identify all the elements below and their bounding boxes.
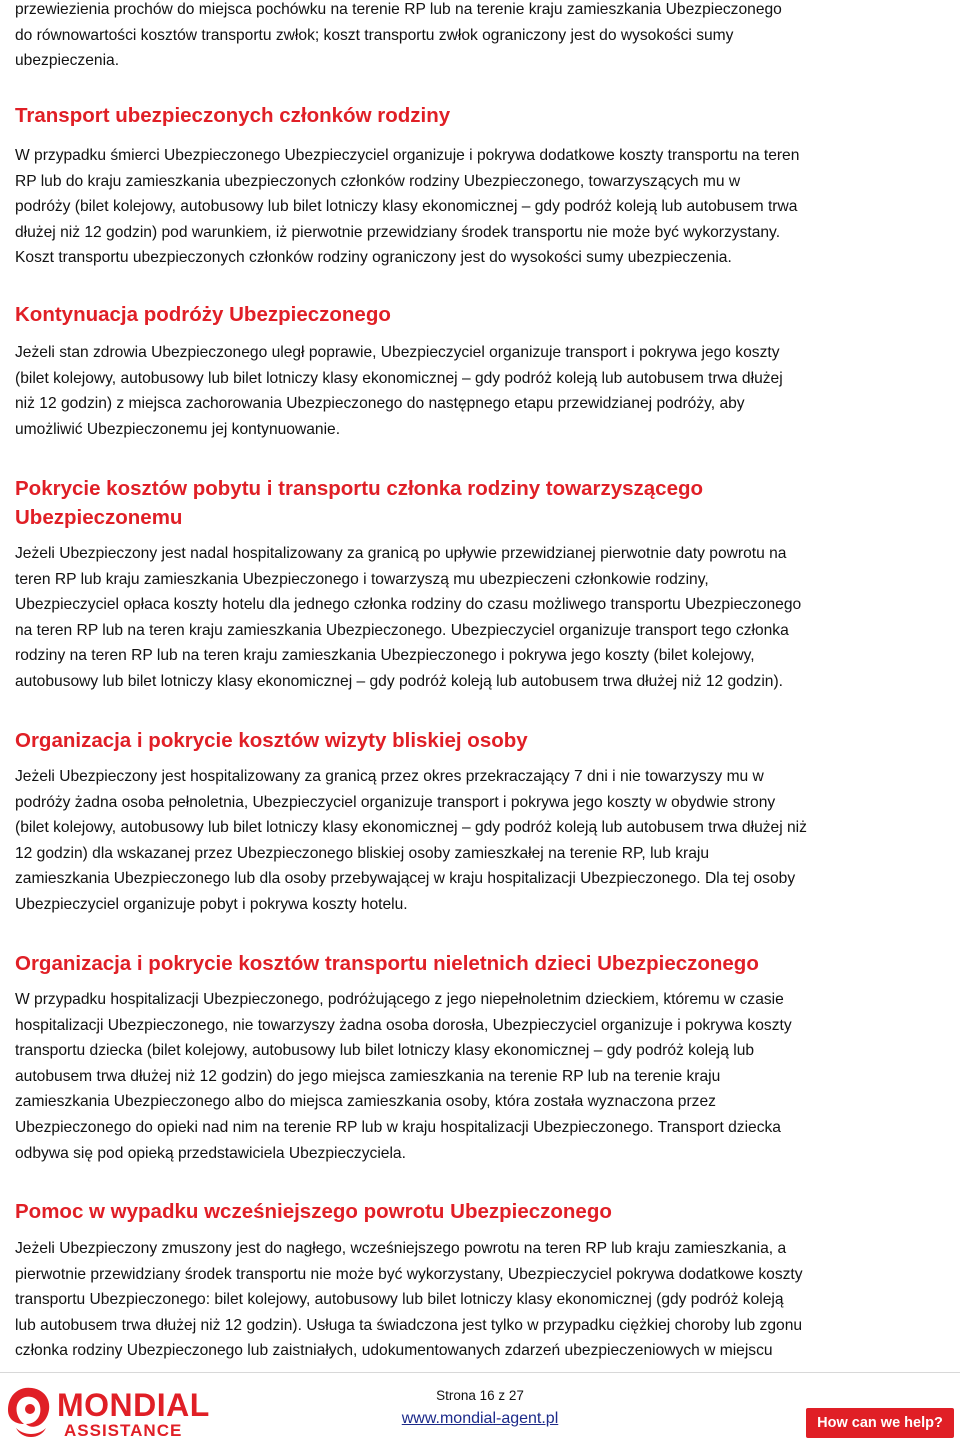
section-body-family-transport <box>15 143 945 271</box>
help-button[interactable]: How can we help? <box>806 1408 954 1438</box>
text-line: autobusem trwa dłużej niż 12 godzin) do jego miejsca zamieszkania na terenie RP lub na terenie kraju <box>15 1067 721 1085</box>
text-line: podróży (bilet kolejowy, autobusowy lub bilet lotniczy klasy ekonomicznej – gdy podróż koleją lub autobusem trwa <box>15 198 798 216</box>
text-line: autobusowy lub bilet lotniczy klasy ekonomicznej – gdy podróż koleją lub autobusem trwa dłużej niż 12 godzin). <box>15 672 783 690</box>
text-line: Jeżeli Ubezpieczony jest hospitalizowany za granicą przez okres przekraczający 7 dni i nie towarzyszy mu w <box>15 768 764 785</box>
text-line: do równowartości kosztów transportu zwłok; koszt transportu zwłok ograniczony jest do wysokości sumy <box>15 26 734 44</box>
page-footer <box>0 1362 960 1446</box>
text-line: odbywa się pod opieką przedstawiciela Ubezpieczyciela. <box>15 1144 406 1162</box>
section-body-family-stay <box>15 541 945 695</box>
section-heading-close-person-visit: Organizacja i pokrycie kosztów wizyty bliskiej osoby <box>15 729 528 752</box>
text-line: podróży żadna osoba pełnoletnia, Ubezpieczyciel organizuje transport i pokrywa jego koszty w obydwie strony <box>15 793 776 811</box>
footer-divider <box>0 1372 960 1373</box>
text-line: Ubezpieczyciel organizuje pobyt i pokrywa koszty hotelu. <box>15 895 408 913</box>
text-line: Koszt transportu ubezpieczonych członków rodziny ograniczony jest do wysokości sumy ubezpieczenia. <box>15 249 732 267</box>
text-line: transportu Ubezpieczonego: bilet kolejowy, autobusowy lub bilet lotniczy klasy ekonomicznej (gdy podróż koleją <box>15 1291 784 1309</box>
text-line: zamieszkania Ubezpieczonego albo do miejsca zamieszkania osoby, która została wyznaczona przez <box>15 1093 716 1111</box>
text-line: Ubezpieczyciel opłaca koszty hotelu dla jednego członka rodziny do czasu możliwego transportu Ubezpieczonego <box>15 596 802 614</box>
text-line: umożliwić Ubezpieczonemu jej kontynuowanie. <box>15 420 341 438</box>
section-body-close-person-visit <box>15 764 945 918</box>
text-line: Jeżeli Ubezpieczony zmuszony jest do nagłego, wcześniejszego powrotu na teren RP lub kraju zamieszkania, a <box>15 1240 787 1257</box>
section-heading-early-return: Pomoc w wypadku wcześniejszego powrotu Ubezpieczonego <box>15 1200 612 1223</box>
text-line: Jeżeli stan zdrowia Ubezpieczonego uległ poprawie, Ubezpieczyciel organizuje transport i pokrywa jego koszty <box>15 344 780 361</box>
heading-line: Ubezpieczonemu <box>15 506 183 529</box>
section-body-minor-children <box>15 987 945 1166</box>
website-link[interactable]: www.mondial-agent.pl <box>401 1410 559 1427</box>
text-line: (bilet kolejowy, autobusowy lub bilet lotniczy klasy ekonomicznej – gdy podróż koleją lub autobusem trwa dłużej niż <box>15 819 807 837</box>
text-line: członka rodziny Ubezpieczonego lub zaistniałych, udokumentowanych zdarzeń ubezpieczeniowych w miejscu <box>15 1342 773 1360</box>
logo-wordmark: MONDIAL <box>57 1387 210 1423</box>
section-heading-family-transport: Transport ubezpieczonych członków rodziny <box>15 104 451 127</box>
intro-paragraph <box>15 0 945 74</box>
section-heading-family-stay <box>15 474 703 532</box>
text-line: hospitalizacji Ubezpieczonego, nie towarzyszy żadna osoba dorosła, Ubezpieczyciel organizuje i pokrywa koszty <box>15 1016 792 1034</box>
page-number: Strona 16 z 27 <box>436 1388 524 1403</box>
text-line: przewiezienia prochów do miejsca pochówku na terenie RP lub na terenie kraju zamieszkania Ubezpieczonego <box>15 1 782 18</box>
heading-line: Pokrycie kosztów pobytu i transportu członka rodziny towarzyszącego <box>15 477 704 500</box>
text-line: transportu dziecka (bilet kolejowy, autobusowy lub bilet lotniczy klasy ekonomicznej – gdy podróż koleją lub <box>15 1042 755 1060</box>
section-body-trip-continuation <box>15 340 945 442</box>
text-line: 12 godzin) dla wskazanej przez Ubezpieczonego bliskiej osoby zamieszkałej na terenie RP, lub kraju <box>15 844 710 862</box>
text-line: dłużej niż 12 godzin) pod warunkiem, iż pierwotnie przewidziany środek transportu nie może być wykorzystany. <box>15 223 781 241</box>
section-heading-minor-children: Organizacja i pokrycie kosztów transportu nieletnich dzieci Ubezpieczonego <box>15 952 759 975</box>
section-body-early-return <box>15 1236 945 1364</box>
text-line: na teren RP lub na teren kraju zamieszkania Ubezpieczonego. Ubezpieczyciel organizuje transport tego członka <box>15 621 789 639</box>
text-line: zamieszkania Ubezpieczonego lub dla osoby przebywającej w kraju hospitalizacji Ubezpieczonego. Dla tej osoby <box>15 870 796 888</box>
text-line: rodziny na teren RP lub na teren kraju zamieszkania Ubezpieczonego i pokrywa jego koszty (bilet kolejowy, <box>15 647 755 665</box>
logo-subtitle: ASSISTANCE <box>64 1421 183 1440</box>
text-line: niż 12 godzin) z miejsca zachorowania Ubezpieczonego do następnego etapu przewidzianej podróży, aby <box>15 395 745 413</box>
text-line: W przypadku hospitalizacji Ubezpieczonego, podróżującego z jego niepełnoletnim dzieckiem, któremu w czasie <box>15 991 784 1008</box>
text-line: teren RP lub kraju zamieszkania Ubezpieczonego i towarzyszą mu ubezpieczeni członkowie rodziny, <box>15 570 709 588</box>
text-line: W przypadku śmierci Ubezpieczonego Ubezpieczyciel organizuje i pokrywa dodatkowe koszty transportu na teren <box>15 147 800 164</box>
text-line: Jeżeli Ubezpieczony jest nadal hospitalizowany za granicą po upływie przewidzianej pierwotnie daty powrotu na <box>15 545 787 562</box>
section-heading-trip-continuation: Kontynuacja podróży Ubezpieczonego <box>15 303 391 326</box>
mondial-assistance-logo <box>2 1376 222 1442</box>
text-line: Ubezpieczonego do opieki nad nim na terenie RP lub w kraju hospitalizacji Ubezpieczonego. Transport dziecka <box>15 1118 781 1136</box>
text-line: lub autobusem trwa dłużej niż 12 godzin). Usługa ta świadczona jest tylko w przypadku ciężkiej choroby lub zgonu <box>15 1316 803 1334</box>
text-line: (bilet kolejowy, autobusowy lub bilet lotniczy klasy ekonomicznej – gdy podróż koleją lub autobusem trwa dłużej <box>15 369 783 387</box>
text-line: pierwotnie przewidziany środek transportu nie może być wykorzystany, Ubezpieczyciel pokrywa dodatkowe koszty <box>15 1265 803 1283</box>
text-line: ubezpieczenia. <box>15 52 120 70</box>
text-line: RP lub do kraju zamieszkania ubezpieczonych członków rodziny Ubezpieczonego, towarzyszących mu w <box>15 172 741 190</box>
